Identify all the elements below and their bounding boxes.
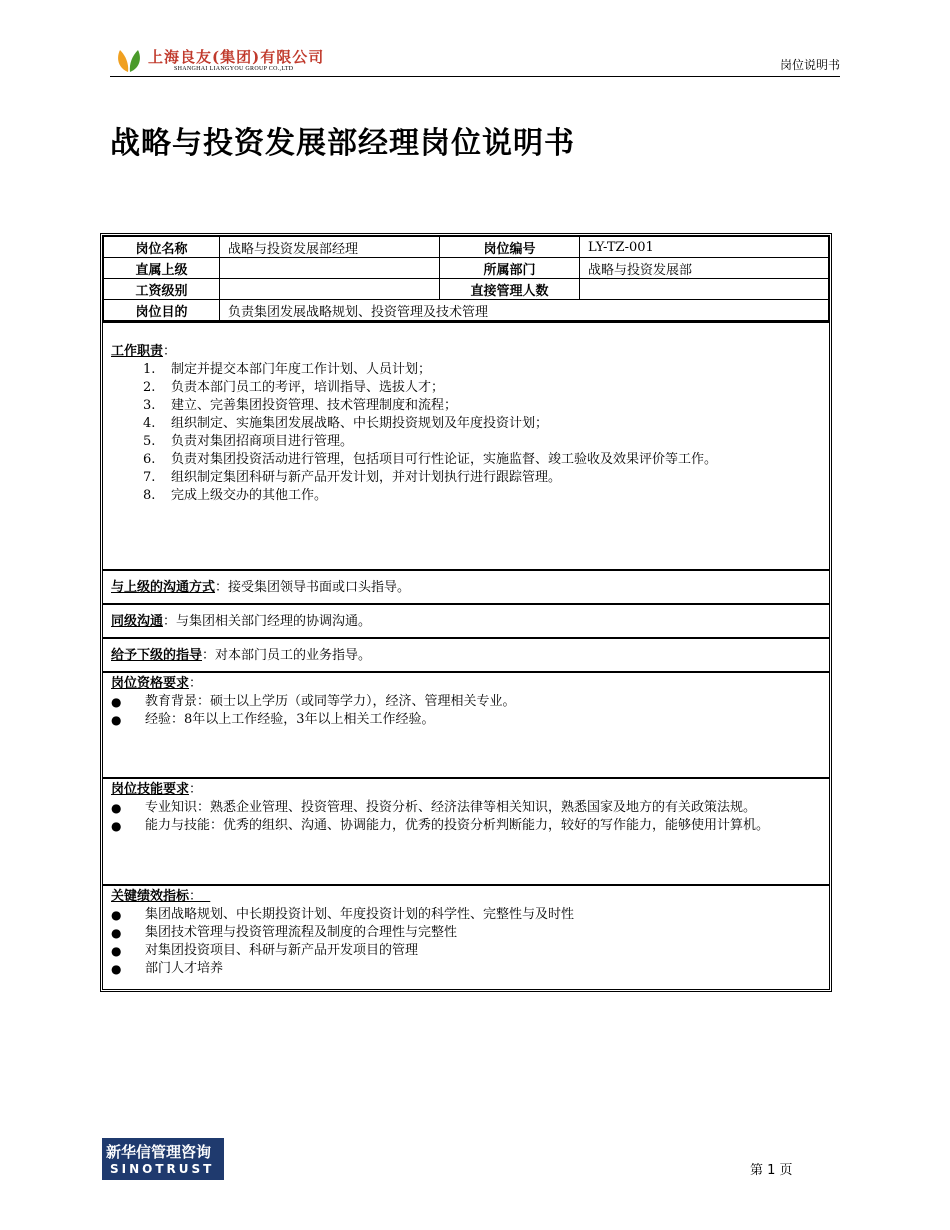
company-logo bbox=[110, 44, 350, 74]
duty-text: 负责对集团投资活动进行管理，包括项目可行性论证，实施监督、竣工验收及效果评价等工作。 bbox=[171, 452, 718, 467]
managed-count-label: 直接管理人数 bbox=[440, 279, 580, 300]
sinotrust-logo-en: SINOTRUST bbox=[110, 1162, 215, 1176]
purpose-value: 负责集团发展战略规划、投资管理及技术管理 bbox=[220, 300, 829, 321]
list-item bbox=[143, 379, 821, 397]
kpi-text: 集团战略规划、中长期投资计划、年度投资计划的科学性、完整性与及时性 bbox=[145, 907, 575, 922]
sinotrust-logo-cn: 新华信管理咨询 bbox=[106, 1143, 212, 1161]
kpi-heading: 关键绩效指标 bbox=[111, 889, 190, 904]
qualifications-section: 岗位资格要求： ● 教育背景：硕士以上学历（或同等学力），经济、管理相关专业。 ● 经验：8年以上工作经验，3年以上相关工作经验。 bbox=[103, 671, 829, 777]
list-item bbox=[111, 942, 821, 960]
duty-text: 制定并提交本部门年度工作计划、人员计划； bbox=[171, 362, 432, 377]
duty-number: 2. bbox=[143, 380, 156, 395]
skill-text: 能力与技能：优秀的组织、沟通、协调能力，优秀的投资分析判断能力，较好的写作能力，能够使用计算机。 bbox=[145, 818, 770, 833]
company-name-cn: 上海良友(集团)有限公司 bbox=[148, 48, 325, 66]
peer-communication-section: 同级沟通：与集团相关部门经理的协调沟通。 bbox=[103, 603, 829, 637]
leaf-logo-icon bbox=[114, 46, 144, 74]
bullet-icon: ● bbox=[111, 819, 122, 833]
bullet-icon: ● bbox=[111, 713, 122, 727]
bullet-icon: ● bbox=[111, 695, 122, 709]
salary-label: 工资级别 bbox=[104, 279, 220, 300]
duty-text: 完成上级交办的其他工作。 bbox=[171, 488, 328, 503]
skills-heading: 岗位技能要求 bbox=[111, 782, 190, 797]
duty-text: 建立、完善集团投资管理、技术管理制度和流程； bbox=[171, 398, 458, 413]
list-item bbox=[111, 817, 821, 835]
bullet-icon: ● bbox=[111, 944, 122, 958]
superior-label: 直属上级 bbox=[104, 258, 220, 279]
position-code-value: LY-TZ-001 bbox=[580, 237, 829, 258]
list-item bbox=[143, 415, 821, 433]
duty-number: 4. bbox=[143, 416, 156, 431]
managed-count-value bbox=[580, 279, 829, 300]
list-item bbox=[111, 960, 821, 978]
duty-number: 7. bbox=[143, 470, 156, 485]
list-item bbox=[111, 711, 821, 729]
list-item bbox=[143, 397, 821, 415]
duty-text: 组织制定集团科研与新产品开发计划，并对计划执行进行跟踪管理。 bbox=[171, 470, 562, 485]
duties-heading: 工作职责 bbox=[111, 344, 164, 359]
upward-communication-section: 与上级的沟通方式：接受集团领导书面或口头指导。 bbox=[103, 569, 829, 603]
table-row bbox=[104, 237, 829, 258]
peer-communication-text: 与集团相关部门经理的协调沟通。 bbox=[176, 614, 372, 629]
upward-communication-text: 接受集团领导书面或口头指导。 bbox=[228, 580, 411, 595]
duty-number: 1. bbox=[143, 362, 156, 377]
peer-communication-label: 同级沟通 bbox=[111, 614, 164, 629]
skill-text: 专业知识：熟悉企业管理、投资管理、投资分析、经济法律等相关知识，熟悉国家及地方的有关政策法规。 bbox=[145, 800, 757, 815]
basic-info-table bbox=[103, 236, 829, 321]
page-header bbox=[110, 42, 840, 77]
department-label: 所属部门 bbox=[440, 258, 580, 279]
bullet-icon: ● bbox=[111, 926, 122, 940]
kpi-section: 关键绩效指标： ● 集团战略规划、中长期投资计划、年度投资计划的科学性、完整性与及时性 ● 集团技术管理与投资管理流程及制度的合理性与完整性 ● 对集团投资项目、科研与新产品开发项目的管理 ● 部门人才培养 bbox=[103, 884, 829, 989]
kpi-list bbox=[111, 906, 821, 978]
qualification-text: 经验：8年以上工作经验，3年以上相关工作经验。 bbox=[145, 712, 435, 727]
duty-number: 6. bbox=[143, 452, 156, 467]
qualifications-list bbox=[111, 693, 821, 729]
bullet-icon: ● bbox=[111, 908, 122, 922]
page-number: 第 1 页 bbox=[750, 1163, 793, 1178]
sinotrust-logo bbox=[102, 1138, 224, 1180]
position-name-label: 岗位名称 bbox=[104, 237, 220, 258]
list-item bbox=[111, 924, 821, 942]
upward-communication-label: 与上级的沟通方式 bbox=[111, 580, 216, 595]
table-row bbox=[104, 279, 829, 300]
list-item bbox=[111, 906, 821, 924]
kpi-text: 集团技术管理与投资管理流程及制度的合理性与完整性 bbox=[145, 925, 458, 940]
list-item bbox=[143, 433, 821, 451]
superior-value bbox=[220, 258, 440, 279]
duty-number: 3. bbox=[143, 398, 156, 413]
table-row bbox=[104, 258, 829, 279]
position-name-value: 战略与投资发展部经理 bbox=[220, 237, 440, 258]
bullet-icon: ● bbox=[111, 801, 122, 815]
skills-list bbox=[111, 799, 821, 835]
list-item bbox=[143, 361, 821, 379]
downward-guidance-section: 给予下级的指导：对本部门员工的业务指导。 bbox=[103, 637, 829, 671]
list-item bbox=[111, 799, 821, 817]
skills-section: 岗位技能要求： ● 专业知识：熟悉企业管理、投资管理、投资分析、经济法律等相关知识，熟悉国家及地方的有关政策法规。 ● 能力与技能：优秀的组织、沟通、协调能力，优秀的投资分析判断能力，较好的写作能力，能够使用计算机。 bbox=[103, 777, 829, 884]
qualifications-heading: 岗位资格要求 bbox=[111, 676, 190, 691]
duty-number: 5. bbox=[143, 434, 156, 449]
job-description-form bbox=[100, 233, 832, 992]
list-item bbox=[143, 487, 821, 505]
duty-text: 组织制定、实施集团发展战略、中长期投资规划及年度投资计划； bbox=[171, 416, 549, 431]
bullet-icon: ● bbox=[111, 962, 122, 976]
duty-text: 负责对集团招商项目进行管理。 bbox=[171, 434, 354, 449]
document-type: 岗位说明书 bbox=[779, 58, 840, 72]
salary-value bbox=[220, 279, 440, 300]
list-item bbox=[143, 469, 821, 487]
downward-guidance-text: 对本部门员工的业务指导。 bbox=[215, 648, 372, 663]
purpose-label: 岗位目的 bbox=[104, 300, 220, 321]
kpi-text: 部门人才培养 bbox=[145, 961, 224, 976]
page-title: 战略与投资发展部经理岗位说明书 bbox=[110, 126, 575, 161]
duties-list bbox=[111, 361, 821, 505]
table-row bbox=[104, 300, 829, 321]
duties-section: 工作职责： 1. 制定并提交本部门年度工作计划、人员计划； 2. 负责本部门员工的考评，培训指导、选拔人才； 3. 建立、完善集团投资管理、技术管理制度和流程； 4. 组织制定、实施集团发展战略、中长期投资规划及年度投资计划； 5. 负责对集团招商项目进行管理。 6. 负责对集团投资活动进行管理，包括项目可行性论证，实施监督、竣工验收及效果评价等工作。 7. 组织制定集团科研与新产品开发计划，并对计划执行进行跟踪管理。 8. 完成上级交办的其他工作。 bbox=[103, 321, 829, 569]
department-value: 战略与投资发展部 bbox=[580, 258, 829, 279]
position-code-label: 岗位编号 bbox=[440, 237, 580, 258]
downward-guidance-label: 给予下级的指导 bbox=[111, 648, 203, 663]
list-item bbox=[111, 693, 821, 711]
company-name-en: SHANGHAI LIANGYOU GROUP CO.,LTD bbox=[174, 66, 294, 72]
qualification-text: 教育背景：硕士以上学历（或同等学力），经济、管理相关专业。 bbox=[145, 694, 516, 709]
duty-number: 8. bbox=[143, 488, 156, 503]
list-item bbox=[143, 451, 821, 469]
kpi-text: 对集团投资项目、科研与新产品开发项目的管理 bbox=[145, 943, 419, 958]
duty-text: 负责本部门员工的考评，培训指导、选拔人才； bbox=[171, 380, 445, 395]
